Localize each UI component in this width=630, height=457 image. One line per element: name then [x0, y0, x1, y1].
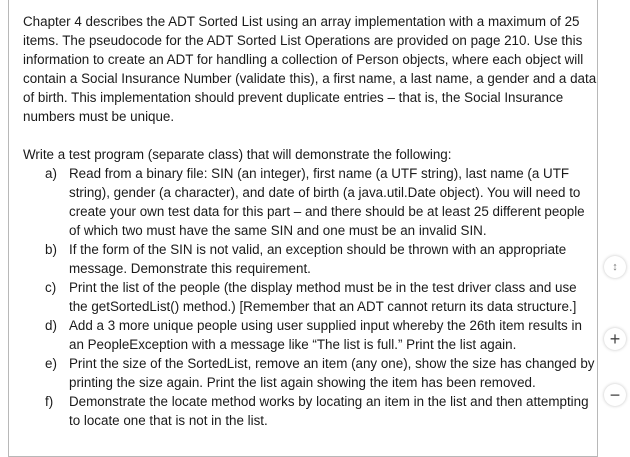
list-item [45, 316, 597, 354]
list-intro: Write a test program (separate class) that will demonstrate the following: [23, 147, 452, 162]
list-item [45, 354, 597, 392]
list-marker: e) [45, 356, 57, 371]
list-item [45, 392, 597, 430]
document-content [23, 12, 597, 430]
list-marker: b) [45, 242, 57, 257]
list-item [45, 278, 597, 316]
zoom-rail [598, 0, 630, 457]
list-item-text: Add a 3 more unique people using user supplied input whereby the 26th item results in an PeopleException with a message like “The list is full.” Print the list again. [69, 318, 582, 352]
minus-icon[interactable]: − [604, 384, 626, 406]
list-marker: d) [45, 318, 57, 333]
document-page [8, 0, 598, 457]
requirements-list [23, 164, 597, 430]
list-item-text: Print the size of the SortedList, remove an item (any one), show the size has changed by printing the size again. Print the list again showing the item has been removed. [69, 356, 595, 390]
list-item-text: Print the list of the people (the display method must be in the test driver class and use the getSortedList() method.) [Remember that an ADT cannot return its data structure.] [69, 280, 577, 314]
list-marker: f) [45, 394, 54, 409]
expand-icon[interactable]: ↕ [604, 256, 626, 278]
list-marker: a) [45, 166, 57, 181]
list-item-text: If the form of the SIN is not valid, an exception should be thrown with an appropriate message. Demonstrate this requirement. [69, 242, 567, 276]
list-item [45, 240, 597, 278]
list-item [45, 164, 597, 240]
description-paragraph: Chapter 4 describes the ADT Sorted List using an array implementation with a maximum of 25 items. The pseudocode for the ADT Sorted List Operations are provided on page 210. Use this information to create an ADT for handling a collection of Person objects, where each object will contain a Social Insurance Number (validate this), a first name, a last name, a gender and a data of birth. This implementation should prevent duplicate entries – that is, the Social Insurance numbers must be unique. [23, 14, 597, 124]
list-marker: c) [45, 280, 57, 295]
list-item-text: Read from a binary file: SIN (an integer), first name (a UTF string), last name (a UTF string), gender (a character), and date of birth (a java.util.Date object). You will need to create your own test data for this part – and there should be at least 25 different people of which two must have the same SIN and one must be an invalid SIN. [69, 166, 585, 238]
list-item-text: Demonstrate the locate method works by locating an item in the list and then attempting to locate one that is not in the list. [69, 394, 589, 428]
plus-icon[interactable]: + [604, 328, 626, 350]
